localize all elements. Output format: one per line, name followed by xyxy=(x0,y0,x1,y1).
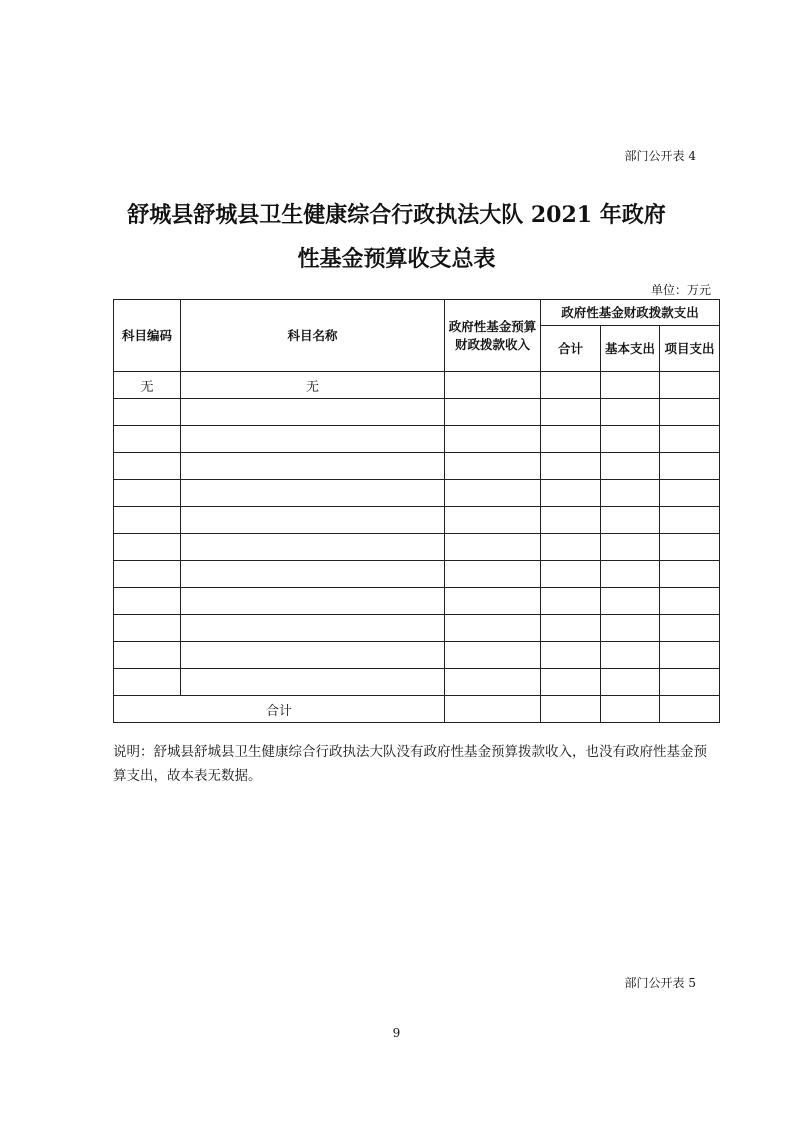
cell-code xyxy=(114,399,181,426)
cell-basic xyxy=(601,453,660,480)
cell-code xyxy=(114,642,181,669)
cell-project xyxy=(660,669,720,696)
table-row xyxy=(114,561,720,588)
cell-code xyxy=(114,453,181,480)
table-row xyxy=(114,615,720,642)
cell-income xyxy=(445,642,541,669)
table-row xyxy=(114,534,720,561)
cell-total xyxy=(541,642,601,669)
total-basic xyxy=(601,696,660,723)
cell-total xyxy=(541,669,601,696)
header-expense-group: 政府性基金财政拨款支出 xyxy=(541,300,720,326)
cell-code xyxy=(114,534,181,561)
table-row xyxy=(114,507,720,534)
table-row xyxy=(114,453,720,480)
cell-code xyxy=(114,426,181,453)
cell-project xyxy=(660,453,720,480)
page-title-line-1: 舒城县舒城县卫生健康综合行政执法大队 2021 年政府 xyxy=(127,202,666,228)
cell-name xyxy=(181,669,445,696)
cell-basic xyxy=(601,588,660,615)
page-title-line-2: 性基金预算收支总表 xyxy=(297,246,496,272)
cell-total xyxy=(541,399,601,426)
cell-project xyxy=(660,372,720,399)
page-number: 9 xyxy=(392,1026,401,1040)
cell-income xyxy=(445,426,541,453)
cell-income xyxy=(445,615,541,642)
cell-total xyxy=(541,507,601,534)
cell-total xyxy=(541,372,601,399)
cell-total xyxy=(541,534,601,561)
cell-income xyxy=(445,507,541,534)
cell-project xyxy=(660,588,720,615)
cell-name xyxy=(181,561,445,588)
header-income: 政府性基金预算财政拨款收入 xyxy=(445,300,541,372)
cell-code xyxy=(114,561,181,588)
cell-total xyxy=(541,561,601,588)
cell-code xyxy=(114,615,181,642)
cell-basic xyxy=(601,480,660,507)
cell-code xyxy=(114,507,181,534)
cell-income xyxy=(445,480,541,507)
unit-label: 单位：万元 xyxy=(650,283,711,297)
cell-project xyxy=(660,561,720,588)
cell-code xyxy=(114,588,181,615)
table-row xyxy=(114,588,720,615)
cell-project xyxy=(660,507,720,534)
total-row-label: 合计 xyxy=(114,696,445,723)
cell-name xyxy=(181,615,445,642)
table-row xyxy=(114,480,720,507)
cell-total xyxy=(541,480,601,507)
cell-basic xyxy=(601,669,660,696)
cell-project xyxy=(660,615,720,642)
cell-code: 无 xyxy=(114,372,181,399)
table-row xyxy=(114,669,720,696)
table-number-label: 部门公开表 4 xyxy=(624,149,696,163)
table-row xyxy=(114,372,720,399)
table-total-row xyxy=(114,696,720,723)
cell-basic xyxy=(601,372,660,399)
cell-basic xyxy=(601,399,660,426)
cell-total xyxy=(541,453,601,480)
cell-basic xyxy=(601,426,660,453)
cell-project xyxy=(660,480,720,507)
cell-total xyxy=(541,426,601,453)
cell-project xyxy=(660,399,720,426)
cell-income xyxy=(445,372,541,399)
cell-name: 无 xyxy=(181,372,445,399)
header-code: 科目编码 xyxy=(114,300,181,372)
header-basic: 基本支出 xyxy=(601,326,660,372)
cell-project xyxy=(660,642,720,669)
total-total xyxy=(541,696,601,723)
cell-name xyxy=(181,534,445,561)
header-project: 项目支出 xyxy=(660,326,720,372)
cell-name xyxy=(181,480,445,507)
cell-project xyxy=(660,426,720,453)
cell-income xyxy=(445,399,541,426)
cell-name xyxy=(181,453,445,480)
cell-basic xyxy=(601,507,660,534)
budget-table xyxy=(113,299,720,723)
header-total: 合计 xyxy=(541,326,601,372)
cell-income xyxy=(445,561,541,588)
explanatory-note: 说明：舒城县舒城县卫生健康综合行政执法大队没有政府性基金预算拨款收入，也没有政府性基金预算支出，故本表无数据。 xyxy=(113,744,707,784)
cell-total xyxy=(541,615,601,642)
cell-name xyxy=(181,507,445,534)
header-name: 科目名称 xyxy=(181,300,445,372)
next-table-label: 部门公开表 5 xyxy=(624,976,696,990)
cell-project xyxy=(660,534,720,561)
cell-name xyxy=(181,588,445,615)
total-project xyxy=(660,696,720,723)
table-row xyxy=(114,426,720,453)
cell-name xyxy=(181,399,445,426)
cell-basic xyxy=(601,615,660,642)
cell-income xyxy=(445,588,541,615)
cell-income xyxy=(445,669,541,696)
cell-basic xyxy=(601,642,660,669)
cell-total xyxy=(541,588,601,615)
cell-code xyxy=(114,669,181,696)
total-income xyxy=(445,696,541,723)
cell-code xyxy=(114,480,181,507)
cell-basic xyxy=(601,561,660,588)
table-row xyxy=(114,399,720,426)
cell-name xyxy=(181,642,445,669)
cell-income xyxy=(445,453,541,480)
cell-income xyxy=(445,534,541,561)
table-row xyxy=(114,642,720,669)
cell-basic xyxy=(601,534,660,561)
cell-name xyxy=(181,426,445,453)
